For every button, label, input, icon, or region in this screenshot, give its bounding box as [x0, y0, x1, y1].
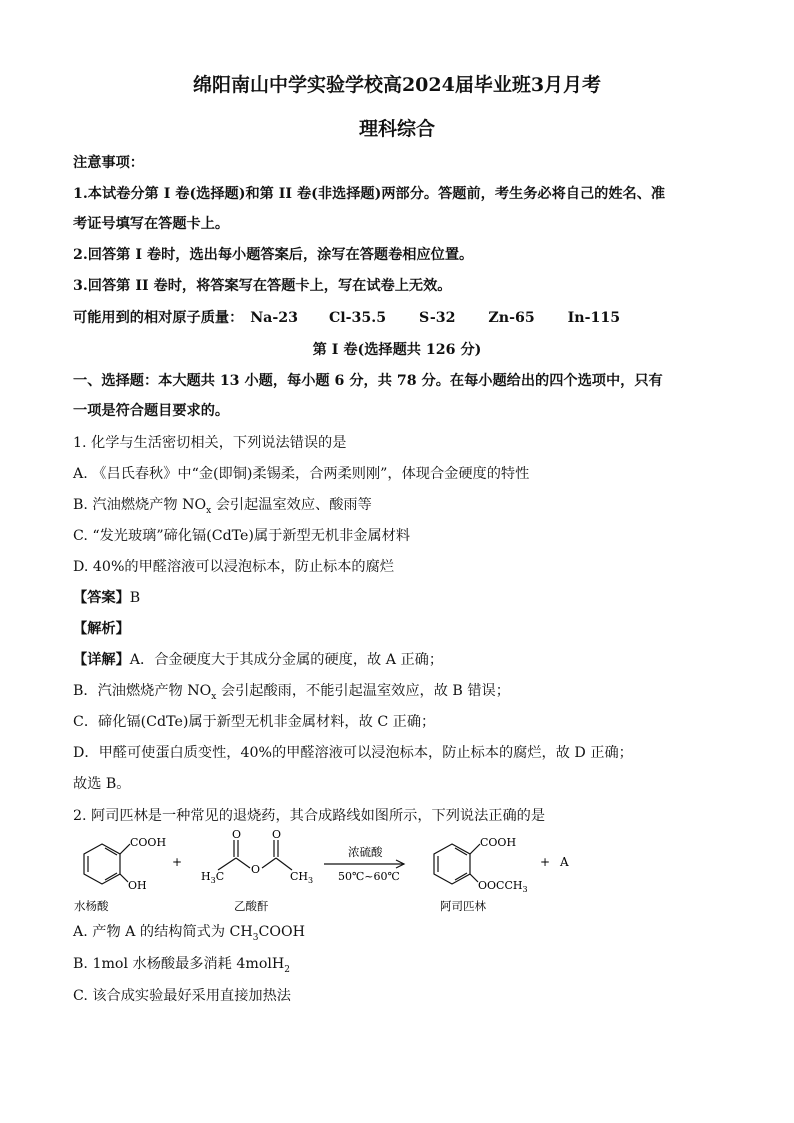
aspirin-cooh-label: COOH: [480, 836, 517, 849]
atomic-mass-cl: Cl-35.5: [328, 310, 387, 326]
salicylic-acid-name: 水杨酸: [74, 899, 109, 913]
q1-detail-a: [73, 649, 443, 669]
q1-detail-c: C．碲化镉(CdTe)属于新型无机非金属材料，故 C 正确；: [73, 714, 436, 730]
atomic-mass-na: Na-23: [250, 310, 299, 326]
q2-option-b-text: B. 1mol 水杨酸最多消耗 4molH: [73, 956, 285, 972]
answer-label: 【答案】: [73, 590, 130, 606]
q1-option-b-text: B. 汽油燃烧产物 NO: [73, 497, 207, 513]
q1-detail-b: [73, 680, 510, 702]
notice-item-1-cont: 考证号填写在答题卡上。: [73, 216, 230, 232]
section-title: 第 I 卷(选择题共 126 分): [312, 342, 482, 358]
aspirin-ester-text: OOCCH: [478, 879, 523, 892]
acetic-anhydride-name: 乙酸酐: [234, 899, 269, 913]
ch3-ch: CH: [290, 870, 309, 883]
anhydride-o-left: O: [232, 828, 242, 841]
condition-temperature: 50℃~60℃: [338, 870, 400, 883]
plus-sign-1: +: [172, 855, 183, 869]
q2-option-b-sub: 2: [284, 964, 291, 975]
q2-option-a-sub: 3: [252, 932, 259, 943]
q1-option-b: [73, 494, 372, 516]
aspirin-name: 阿司匹林: [440, 899, 486, 913]
atomic-mass-in: In-115: [567, 310, 621, 326]
notice-item-2: 2.回答第 I 卷时，选出每小题答案后，涂写在答题卷相应位置。: [73, 247, 474, 263]
section-intro: 一、选择题：本大题共 13 小题，每小题 6 分，共 78 分。在每小题给出的四个选项中，只有: [73, 373, 663, 389]
anhydride-o-right: O: [272, 828, 282, 841]
condition-catalyst: 浓硫酸: [348, 845, 383, 859]
h3c-c: C: [215, 870, 225, 883]
h3c-sub: 3: [210, 876, 216, 885]
q2-option-a: [73, 921, 305, 943]
q2-stem: 2. 阿司匹林是一种常见的退烧药，其合成路线如图所示，下列说法正确的是: [73, 808, 546, 824]
section-intro-cont: 一项是符合题目要求的。: [73, 403, 230, 419]
analysis-label: 【解析】: [73, 621, 130, 637]
q2-option-a-rest: COOH: [258, 924, 306, 940]
atomic-mass-label: 可能用到的相对原子质量：: [73, 310, 244, 326]
q2-option-a-text: A. 产物 A 的结构简式为 CH: [73, 924, 253, 940]
anhydride-h3c-label: [201, 870, 224, 885]
reaction-arrow: [324, 860, 404, 868]
q2-option-c: C. 该合成实验最好采用直接加热法: [73, 988, 291, 1004]
q1-option-b-rest: 会引起温室效应、酸雨等: [211, 497, 372, 513]
notice-item-1: 1.本试卷分第 I 卷(选择题)和第 II 卷(非选择题)两部分。答题前，考生务必将自己的姓名、准: [73, 186, 666, 202]
detail-b-sub: x: [211, 691, 217, 702]
salicylic-acid-structure: [84, 844, 130, 884]
h3c-h: H: [201, 870, 211, 883]
exam-title: 绵阳南山中学实验学校高2024届毕业班3月月考: [192, 74, 602, 96]
q1-option-b-sub: x: [206, 505, 212, 516]
anhydride-o-bridge: O: [251, 863, 261, 876]
detail-a-text: A．合金硬度大于其成分金属的硬度，故 A 正确；: [129, 652, 444, 668]
detail-b-text: B．汽油燃烧产物 NO: [73, 683, 212, 699]
aspirin-ester-sub: 3: [522, 885, 528, 894]
q1-option-a: A. 《吕氏春秋》中“金(即铜)柔锡柔，合两柔则刚”，体现合金硬度的特性: [73, 466, 530, 482]
q1-detail-d: D．甲醛可使蛋白质变性，40%的甲醛溶液可以浸泡标本，防止标本的腐烂，故 D 正确；: [73, 745, 633, 761]
aspirin-structure: [434, 844, 480, 884]
q2-option-b: [73, 953, 290, 975]
atomic-mass-s: S-32: [419, 310, 456, 326]
answer-value: B: [129, 590, 141, 606]
plus-sign-2: +: [540, 855, 551, 869]
exam-subtitle: 理科综合: [358, 118, 435, 140]
q1-conclusion: 故选 B。: [73, 776, 131, 792]
q1-analysis: [73, 618, 130, 638]
anhydride-ch3-label: [290, 870, 313, 885]
q1-option-d: D. 40%的甲醛溶液可以浸泡标本，防止标本的腐烂: [73, 559, 394, 575]
aspirin-ester-label: [478, 879, 528, 894]
q1-option-c: C. “发光玻璃”碲化镉(CdTe)属于新型无机非金属材料: [73, 528, 411, 544]
atomic-mass-line: [73, 307, 620, 327]
salicylic-cooh-label: COOH: [130, 836, 167, 849]
q1-answer: [73, 587, 140, 607]
notice-item-3: 3.回答第 II 卷时，将答案写在答题卡上，写在试卷上无效。: [73, 278, 452, 294]
q1-stem: 1. 化学与生活密切相关，下列说法错误的是: [73, 435, 347, 451]
atomic-mass-zn: Zn-65: [488, 310, 535, 326]
ch3-sub: 3: [308, 876, 314, 885]
aspirin-synthesis-scheme: [70, 826, 630, 916]
byproduct-a: A: [560, 855, 569, 869]
detail-b-rest: 会引起酸雨，不能引起温室效应，故 B 错误；: [216, 683, 510, 699]
detail-label: 【详解】: [73, 652, 130, 668]
notice-heading: 注意事项：: [73, 155, 144, 171]
salicylic-oh-label: OH: [128, 879, 147, 892]
